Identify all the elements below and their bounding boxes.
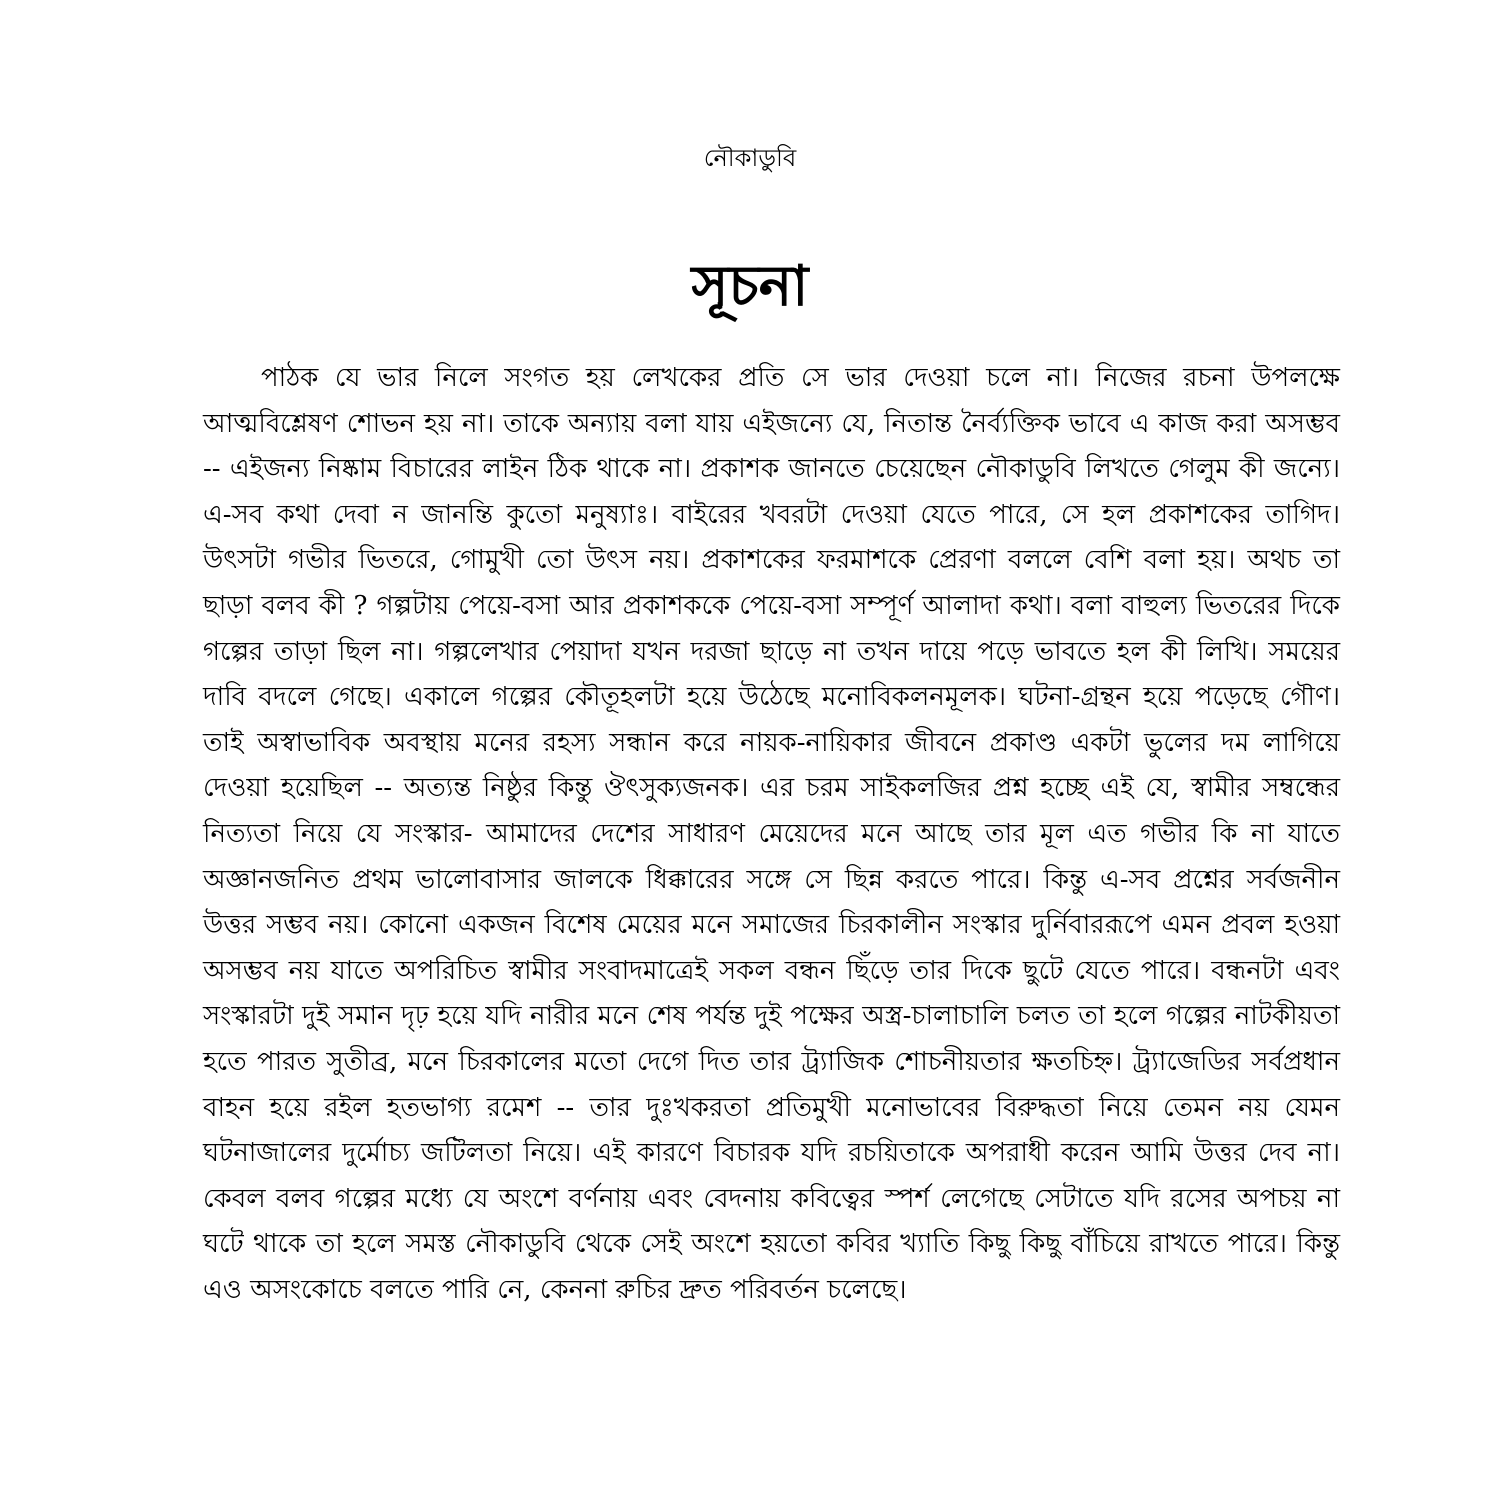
chapter-title: সূচনা <box>691 253 809 319</box>
body-paragraph: পাঠক যে ভার নিলে সংগত হয় লেখকের প্রতি সে ভার দেওয়া চলে না। নিজের রচনা উপলক্ষে আত্মবিশ্লেষণ শোভন হয় না। তাকে অন্যায় বলা যায় এইজন্যে যে, নিতান্ত নৈর্ব্যক্তিক ভাবে এ কাজ করা অসম্ভব -- এইজন্য নিষ্কাম বিচারের লাইন ঠিক থাকে না। প্রকাশক জানতে চেয়েছেন নৌকাডুবি লিখতে গেলুম কী জন্যে। এ-সব কথা দেবা ন জানন্তি কুতো মনুষ্যাঃ। বাইরের খবরটা দেওয়া যেতে পারে, সে হল প্রকাশকের তাগিদ। উৎসটা গভীর ভিতরে, গোমুখী তো উৎস নয়। প্রকাশকের ফরমাশকে প্রেরণা বললে বেশি বলা হয়। অথচ তা ছাড়া বলব কী ? গল্পটায় পেয়ে-বসা আর প্রকাশককে পেয়ে-বসা সম্পূর্ণ আলাদা কথা। বলা বাহুল্য ভিতরের দিকে গল্পের তাড়া ছিল না। গল্পলেখার পেয়াদা যখন দরজা ছাড়ে না তখন দায়ে পড়ে ভাবতে হল কী লিখি। সময়ের দাবি বদলে গেছে। একালে গল্পের কৌতূহলটা হয়ে উঠেছে মনোবিকলনমূলক। ঘটনা-গ্রন্থন হয়ে পড়েছে গৌণ। তাই অস্বাভাবিক অবস্থায় মনের রহস্য সন্ধান করে নায়ক-নায়িকার জীবনে প্রকাণ্ড একটা ভুলের দম লাগিয়ে দেওয়া হয়েছিল -- অত্যন্ত নিষ্ঠুর কিন্তু ঔৎসুক্যজনক। এর চরম সাইকলজির প্রশ্ন হচ্ছে এই যে, স্বামীর সম্বন্ধের নিত্যতা নিয়ে যে সংস্কার- আমাদের দেশের সাধারণ মেয়েদের মনে আছে তার মূল এত গভীর কি না যাতে অজ্ঞানজনিত প্রথম ভালোবাসার জালকে ধিক্কারের সঙ্গে সে ছিন্ন করতে পারে। কিন্তু এ-সব প্রশ্নের সর্বজনীন উত্তর সম্ভব নয়। কোনো একজন বিশেষ মেয়ের মনে সমাজের চিরকালীন সংস্কার দুর্নিবাররূপে এমন প্রবল হওয়া অসম্ভব নয় যাতে অপরিচিত স্বামীর সংবাদমাত্রেই সকল বন্ধন ছিঁড়ে তার দিকে ছুটে যেতে পারে। বন্ধনটা এবং সংস্কারটা দুই সমান দৃঢ় হয়ে যদি নারীর মনে শেষ পর্যন্ত দুই পক্ষের অস্ত্র-চালাচালি চলত তা হলে গল্পের নাটকীয়তা হতে পারত সুতীব্র, মনে চিরকালের মতো দেগে দিত তার ট্র্যাজিক শোচনীয়তার ক্ষতচিহ্ন। ট্র্যাজেডির সর্বপ্রধান বাহন হয়ে রইল হতভাগ্য রমেশ -- তার দুঃখকরতা প্রতিমুখী মনোভাবের বিরুদ্ধতা নিয়ে তেমন নয় যেমন ঘটনাজালের দুর্মোচ্য জটিলতা নিয়ে। এই কারণে বিচারক যদি রচয়িতাকে অপরাধী করেন আমি উত্তর দেব না। কেবল বলব গল্পের মধ্যে যে অংশে বর্ণনায় এবং বেদনায় কবিত্বের স্পর্শ লেগেছে সেটাতে যদি রসের অপচয় না ঘটে থাকে তা হলে সমস্ত নৌকাডুবি থেকে সেই অংশে হয়তো কবির খ্যাতি কিছু কিছু বাঁচিয়ে রাখতে পারে। কিন্তু এও অসংকোচে বলতে পারি নে, কেননা রুচির দ্রুত পরিবর্তন চলেছে। <box>203 363 1340 1305</box>
running-header: নৌকাডুবি <box>703 144 797 172</box>
